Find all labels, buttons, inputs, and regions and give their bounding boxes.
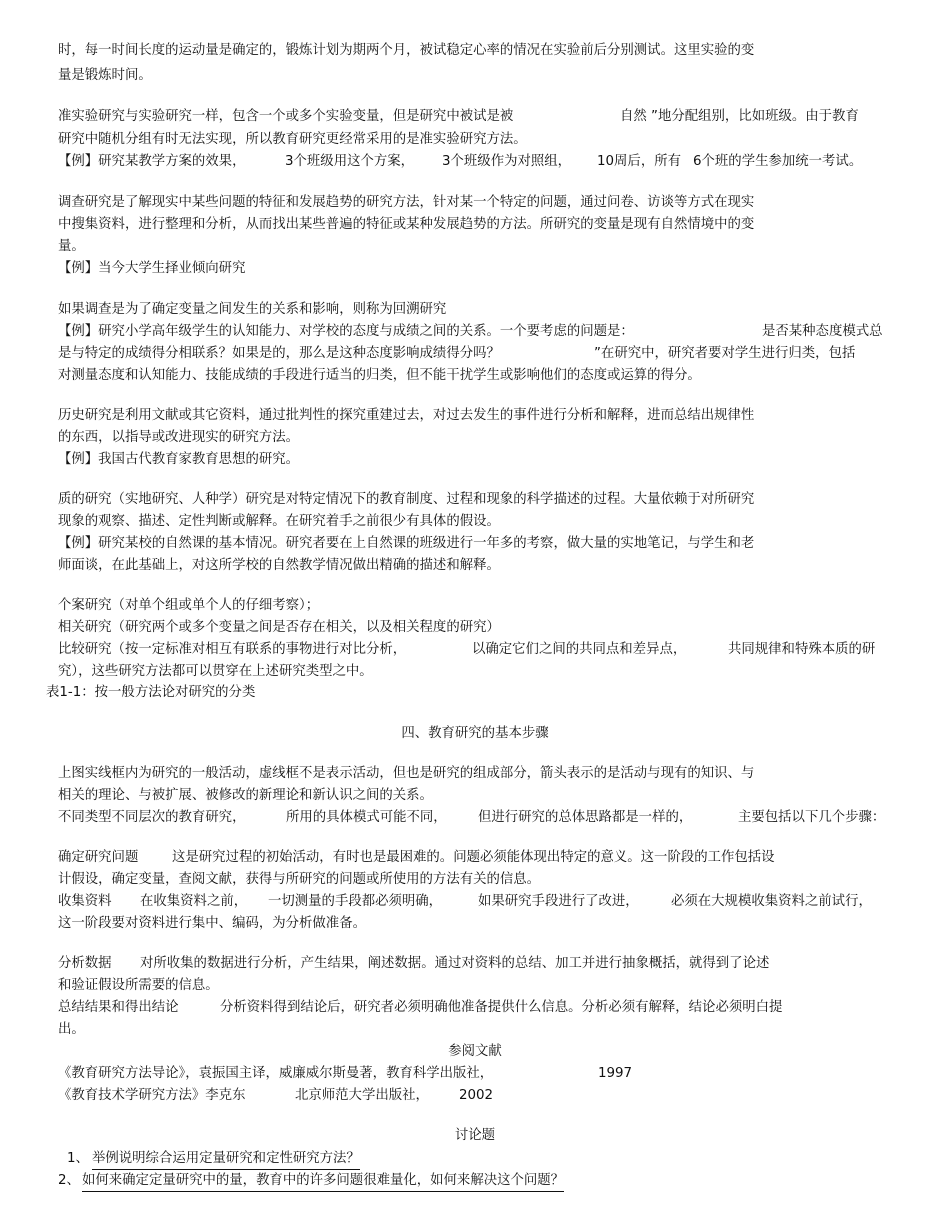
text-segment: 【例】研究某教学方案的效果， bbox=[58, 154, 246, 169]
text-segment: 讨论题 bbox=[454, 1128, 496, 1143]
text-segment: 主要包括以下几个步骤： bbox=[738, 810, 886, 825]
text-line bbox=[0, 1127, 950, 1145]
text-segment: 以确定它们之间的共同点和差异点， bbox=[472, 642, 687, 657]
text-segment: 2002 bbox=[459, 1088, 494, 1103]
text-segment: 如果调查是为了确定变量之间发生的关系和影响，则称为回溯研究 bbox=[58, 302, 447, 317]
text-segment: 和验证假设所需要的信息。 bbox=[58, 978, 219, 993]
text-segment: 【例】研究小学高年级学生的认知能力、对学校的态度与成绩之间的关系。一个要考虑的问题是： bbox=[58, 324, 634, 339]
text-segment: 但进行研究的总体思路都是一样的， bbox=[478, 810, 693, 825]
text-segment: 比较研究（按一定标准对相互有联系的事物进行对比分析， bbox=[58, 642, 407, 657]
text-segment: 师面谈，在此基础上，对这所学校的自然教学情况做出精确的描述和解释。 bbox=[58, 558, 500, 573]
text-segment: 1997 bbox=[598, 1066, 633, 1081]
text-segment: 收集资料 bbox=[58, 894, 112, 909]
text-segment: 是与特定的成绩得分相联系？如果是的，那么是这种态度影响成绩得分吗？ bbox=[58, 346, 500, 361]
text-segment: 所用的具体模式可能不同， bbox=[286, 810, 447, 825]
text-segment: 现象的观察、描述、定性判断或解释。在研究着手之前很少有具体的假设。 bbox=[58, 514, 500, 529]
text-segment: 研究中随机分组有时无法实现，所以教育研究更经常采用的是准实验研究方法。 bbox=[58, 132, 527, 147]
text-segment: 时，每一时间长度的运动量是确定的，锻炼计划为期两个月，被试稳定心率的情况在实验前后分别测试。这里实验的变 bbox=[58, 43, 755, 58]
text-segment: 上图实线框内为研究的一般活动，虚线框不是表示活动，但也是研究的组成部分，箭头表示的是活动与现有的知识、与 bbox=[58, 766, 755, 781]
text-segment: 3个班级用这个方案， bbox=[285, 154, 415, 169]
text-segment: 1、 bbox=[67, 1151, 89, 1166]
text-segment: 参阅文献 bbox=[448, 1044, 502, 1059]
text-segment: 出。 bbox=[58, 1022, 85, 1037]
text-segment: 【例】我国古代教育家教育思想的研究。 bbox=[58, 452, 300, 467]
text-segment: 表1-1：按一般方法论对研究的分类 bbox=[46, 685, 256, 700]
text-segment: 相关的理论、与被扩展、被修改的新理论和新认识之间的关系。 bbox=[58, 788, 433, 803]
text-segment: 不同类型不同层次的教育研究， bbox=[58, 810, 246, 825]
text-segment: 3个班级作为对照组， bbox=[442, 154, 572, 169]
text-segment: 共同规律和特殊本质的研 bbox=[728, 642, 876, 657]
text-segment: 这一阶段要对资料进行集中、编码，为分析做准备。 bbox=[58, 916, 366, 931]
text-segment: 是否某种态度模式总 bbox=[762, 324, 883, 339]
text-segment: 中搜集资料，进行整理和分析，从而找出某些普遍的特征或某种发展趋势的方法。所研究的变量是现有自然情境中的变 bbox=[58, 217, 755, 232]
text-segment: 【例】当今大学生择业倾向研究 bbox=[58, 261, 246, 276]
text-segment: 分析数据 bbox=[58, 956, 112, 971]
text-segment: 《教育技术学研究方法》李克东 bbox=[58, 1088, 246, 1103]
text-segment: 质的研究（实地研究、人种学）研究是对特定情况下的教育制度、过程和现象的科学描述的过程。大量依赖于对所研究 bbox=[58, 492, 755, 507]
text-segment: 10周后，所有 bbox=[597, 154, 681, 169]
text-segment: 【例】研究某校的自然课的基本情况。研究者要在上自然课的班级进行一年多的考察，做大量的实地笔记，与学生和老 bbox=[58, 536, 755, 551]
text-segment: 如何来确定定量研究中的量，教育中的许多问题很难量化，如何来解决这个问题？ bbox=[82, 1172, 564, 1192]
text-segment: 对所收集的数据进行分析，产生结果，阐述数据。通过对资料的总结、加工并进行抽象概括，就得到了论述 bbox=[140, 956, 770, 971]
text-segment: 自然 ”地分配组别，比如班级。由于教育 bbox=[620, 109, 859, 124]
text-segment: 这是研究过程的初始活动，有时也是最困难的。问题必须能体现出特定的意义。这一阶段的工作包括设 bbox=[172, 850, 775, 865]
text-segment: 确定研究问题 bbox=[58, 850, 139, 865]
text-segment: 必须在大规模收集资料之前试行， bbox=[671, 894, 872, 909]
text-segment: 量。 bbox=[58, 239, 85, 254]
text-segment: 计假设，确定变量，查阅文献，获得与所研究的问题或所使用的方法有关的信息。 bbox=[58, 872, 541, 887]
text-segment: 举例说明综合运用定量研究和定性研究方法？ bbox=[92, 1150, 360, 1170]
text-segment: 北京师范大学出版社， bbox=[295, 1088, 429, 1103]
text-line bbox=[0, 1043, 950, 1061]
text-segment: 在收集资料之前， bbox=[140, 894, 248, 909]
text-segment: 总结结果和得出结论 bbox=[58, 1000, 179, 1015]
text-segment: 对测量态度和认知能力、技能成绩的手段进行适当的归类，但不能干扰学生或影响他们的态度或运算的得分。 bbox=[58, 368, 701, 383]
text-segment: 如果研究手段进行了改进， bbox=[478, 894, 639, 909]
text-segment: 个案研究（对单个组或单个人的仔细考察）； bbox=[58, 598, 320, 613]
text-segment: 相关研究（研究两个或多个变量之间是否存在相关，以及相关程度的研究） bbox=[58, 620, 500, 635]
text-segment: 分析资料得到结论后，研究者必须明确他准备提供什么信息。分析必须有解释，结论必须明白提 bbox=[220, 1000, 783, 1015]
text-segment: 的东西，以指导或改进现实的研究方法。 bbox=[58, 430, 300, 445]
text-segment: 量是锻炼时间。 bbox=[58, 68, 152, 83]
text-segment: 一切测量的手段都必须明确， bbox=[268, 894, 443, 909]
text-line bbox=[0, 725, 950, 743]
text-segment: 《教育研究方法导论》，袁振国主译，威廉威尔斯曼著，教育科学出版社， bbox=[58, 1066, 494, 1081]
text-segment: 2、 bbox=[58, 1173, 80, 1188]
text-segment: ”在研究中，研究者要对学生进行归类，包括 bbox=[594, 346, 856, 361]
text-segment: 调查研究是了解现实中某些问题的特征和发展趋势的研究方法，针对某一个特定的问题，通过问卷、访谈等方式在现实 bbox=[58, 195, 755, 210]
text-segment: 6个班的学生参加统一考试。 bbox=[693, 154, 863, 169]
text-segment: 历史研究是利用文献或其它资料，通过批判性的探究重建过去，对过去发生的事件进行分析和解释，进而总结出规律性 bbox=[58, 408, 755, 423]
text-segment: 究），这些研究方法都可以贯穿在上述研究类型之中。 bbox=[58, 664, 373, 679]
text-segment: 四、教育研究的基本步骤 bbox=[401, 726, 549, 741]
text-segment: 准实验研究与实验研究一样，包含一个或多个实验变量，但是研究中被试是被 bbox=[58, 109, 514, 124]
